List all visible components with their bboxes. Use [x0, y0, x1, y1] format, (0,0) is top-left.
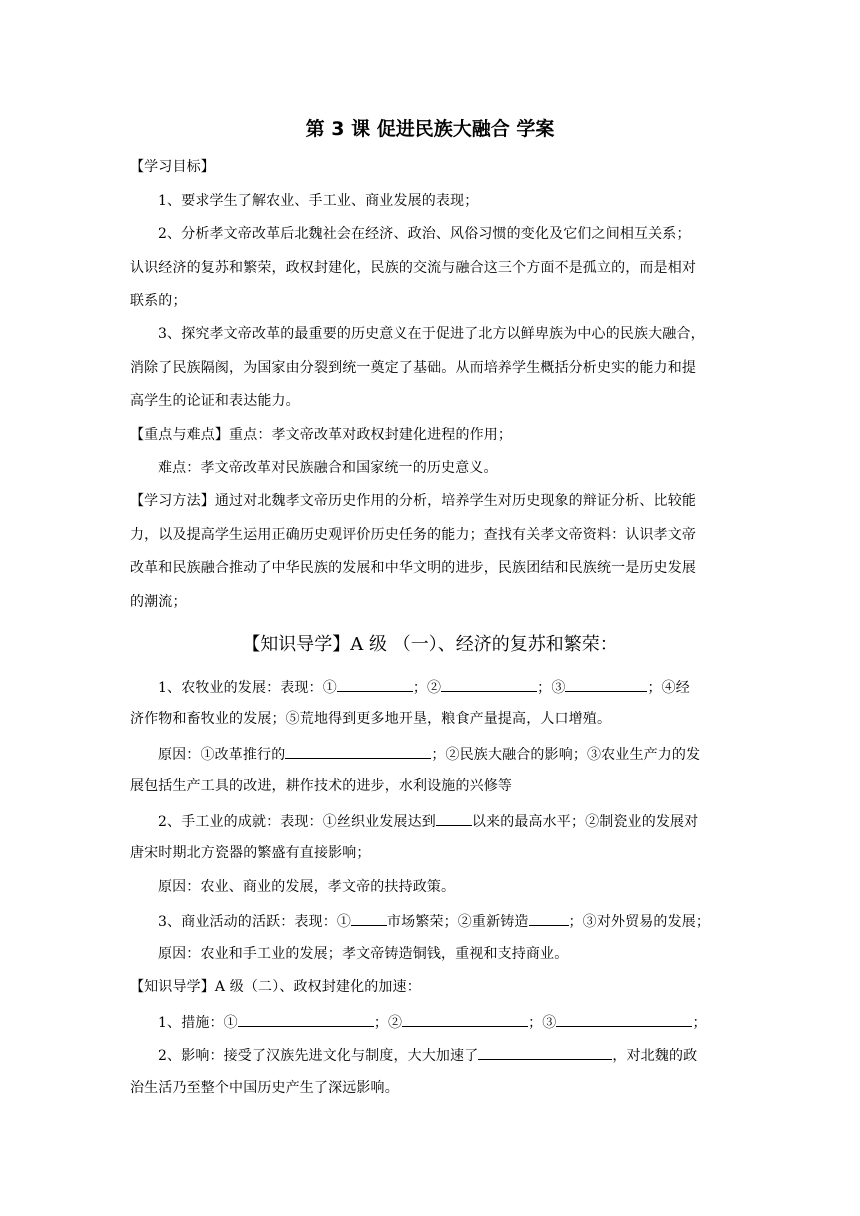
commerce-text-b: 市场繁荣；②重新铸造: [387, 914, 529, 930]
measures-text-c: ；③: [528, 1015, 557, 1031]
impact-text-a: 2、影响：接受了汉族先进文化与制度，大大加速了: [158, 1048, 479, 1064]
impact-line-1: [158, 1044, 730, 1066]
objective-1: 1、要求学生了解农业、手工业、商业发展的表现；: [158, 193, 479, 209]
fill-blank[interactable]: [351, 910, 387, 926]
objective-2-line-1: 2、分析孝文帝改革后北魏社会在经济、政治、风俗习惯的变化及它们之间相互关系；: [158, 226, 691, 242]
method-line-3: 改革和民族融合推动了中华民族的发展和中华文明的进步，民族团结和民族统一是历史发展: [130, 560, 696, 576]
agriculture-text-b: ；②: [412, 680, 442, 696]
handicraft-text-a: 2、手工业的成就：表现：①丝织业发展达到: [158, 814, 436, 830]
fill-blank[interactable]: [285, 743, 431, 759]
commerce-text-a: 3、商业活动的活跃：表现：①: [158, 914, 352, 930]
fill-blank[interactable]: [238, 1011, 374, 1027]
objective-2-line-3: 联系的；: [130, 293, 187, 309]
key-points-line-2: 难点：孝文帝改革对民族融合和国家统一的历史意义。: [158, 460, 498, 476]
objective-2-line-2: 认识经济的复苏和繁荣，政权封建化，民族的交流与融合这三个方面不是孤立的，而是相对: [130, 260, 696, 276]
agriculture-text-c: ；③: [537, 680, 566, 696]
commerce-line-1: [158, 910, 730, 932]
method-line-2: 力，以及提高学生运用正确历史观评价历史任务的能力；查找有关孝文帝资料：认识孝文帝: [130, 527, 696, 543]
agriculture-reason-line-2: 展包括生产工具的改进，耕作技术的进步，水利设施的兴修等: [130, 778, 513, 794]
commerce-reason: 原因：农业和手工业的发展；孝文帝铸造铜钱，重视和支持商业。: [158, 946, 569, 962]
fill-blank[interactable]: [441, 676, 537, 692]
commerce-text-c: ；③对外贸易的发展；: [568, 914, 711, 930]
objective-3-line-3: 高学生的论证和表达能力。: [130, 393, 300, 409]
fill-blank[interactable]: [529, 910, 569, 926]
impact-text-b: ，对北魏的政: [612, 1048, 698, 1064]
objective-3-line-1: 3、探究孝文帝改革的最重要的历史意义在于促进了北方以鲜卑族为中心的民族大融合，: [158, 326, 705, 342]
fill-blank[interactable]: [436, 810, 472, 826]
fill-blank[interactable]: [556, 1011, 692, 1027]
handicraft-text-b: 以来的最高水平；②制瓷业的发展对: [471, 814, 699, 830]
key-points-line-1: 【重点与难点】重点：孝文帝改革对政权封建化进程的作用；: [130, 427, 513, 443]
section-2-heading: 【知识导学】A 级（二）、政权封建化的加速：: [130, 979, 421, 995]
agriculture-line-1: [158, 676, 730, 698]
agriculture-reason-text-a: 原因：①改革推行的: [158, 747, 286, 763]
section-1-heading: 【知识导学】A 级 （一）、经济的复苏和繁荣：: [242, 634, 618, 655]
agriculture-line-2: 济作物和畜牧业的发展；⑤荒地得到更多地开垦，粮食产量提高，人口增殖。: [130, 711, 612, 727]
page-title: 第 3 课 促进民族大融合 学案: [305, 118, 555, 140]
fill-blank[interactable]: [402, 1011, 528, 1027]
objectives-heading: 【学习目标】: [130, 159, 215, 175]
agriculture-text-a: 1、农牧业的发展：表现：①: [158, 680, 337, 696]
objective-3-line-2: 消除了民族隔阂，为国家由分裂到统一奠定了基础。从而培养学生概括分析史实的能力和提: [130, 360, 696, 376]
fill-blank[interactable]: [478, 1044, 612, 1060]
method-line-4: 的潮流；: [130, 594, 187, 610]
impact-line-2: 治生活乃至整个中国历史产生了深远影响。: [130, 1080, 399, 1096]
fill-blank[interactable]: [337, 676, 413, 692]
handicraft-line-1: [158, 810, 730, 832]
agriculture-text-d: ；④经: [647, 680, 690, 696]
handicraft-reason: 原因：农业、商业的发展，孝文帝的扶持政策。: [158, 879, 456, 895]
handicraft-line-2: 唐宋时期北方瓷器的繁盛有直接影响；: [130, 845, 371, 861]
measures-line: [158, 1011, 730, 1033]
fill-blank[interactable]: [565, 676, 647, 692]
measures-text-b: ；②: [373, 1015, 403, 1031]
agriculture-reason-line-1: [158, 743, 730, 765]
measures-text-a: 1、措施：①: [158, 1015, 238, 1031]
measures-text-d: ；: [692, 1015, 707, 1031]
agriculture-reason-text-b: ；②民族大融合的影响；③农业生产力的发: [431, 747, 701, 763]
method-line-1: 【学习方法】通过对北魏孝文帝历史作用的分析，培养学生对历史现象的辩证分析、比较能: [130, 493, 696, 509]
